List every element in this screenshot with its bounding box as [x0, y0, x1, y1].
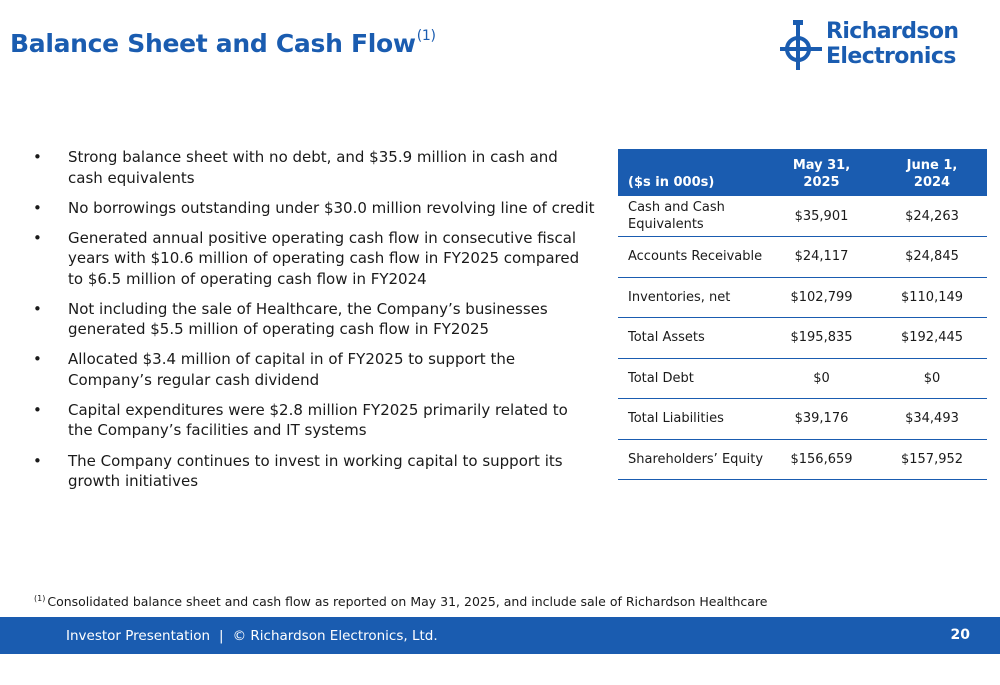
value-2025: $24,117 [766, 237, 877, 278]
logo-line-2: Electronics [826, 44, 956, 69]
logo-wordmark [826, 19, 959, 69]
bullet-item [30, 451, 595, 492]
bullet-item [30, 400, 595, 441]
bullet-text: No borrowings outstanding under $30.0 million revolving line of credit [68, 198, 595, 217]
row-label: Cash and Cash Equivalents [618, 196, 766, 237]
value-2024: $24,263 [877, 196, 987, 237]
bullet-dot-icon: • [33, 400, 42, 419]
footer-presentation-label: Investor Presentation [66, 628, 211, 644]
bullet-item [30, 198, 595, 219]
value-2024: $0 [877, 358, 987, 399]
bullet-item [30, 299, 595, 340]
bullet-dot-icon: • [33, 350, 42, 369]
value-2024: $192,445 [877, 318, 987, 359]
value-2025: $35,901 [766, 196, 877, 237]
table-header-2024 [877, 149, 987, 196]
bullet-dot-icon: • [33, 451, 42, 470]
bullet-text: Capital expenditures were $2.8 million FY2025 primarily related to the Company’s facilities and IT systems [68, 400, 568, 440]
page-number: 20 [950, 627, 970, 643]
value-2025: $0 [766, 358, 877, 399]
table-header-2025 [766, 149, 877, 196]
logo-line-1: Richardson [826, 19, 959, 44]
footnote-marker: (1) [34, 594, 46, 603]
value-2025: $102,799 [766, 277, 877, 318]
table-header-line: June 1, [906, 158, 958, 173]
footer-bar [0, 617, 1000, 654]
value-2025: $156,659 [766, 439, 877, 480]
table-row [618, 358, 987, 399]
footer-copyright: © Richardson Electronics, Ltd. [232, 628, 438, 644]
table-header-units: ($s in 000s) [618, 149, 766, 196]
richardson-crosshair-logo-icon [778, 20, 824, 72]
row-label: Total Liabilities [618, 399, 766, 440]
row-label: Accounts Receivable [618, 237, 766, 278]
bullet-text: Generated annual positive operating cash flow in consecutive fiscal years with $10.6 million of operating cash flow in FY2025 compared to $6.5 million of operating cash flow in FY2024 [68, 228, 580, 288]
table-row [618, 237, 987, 278]
title-footnote-marker: (1) [416, 28, 436, 44]
bullet-dot-icon: • [33, 148, 42, 166]
table-row [618, 196, 987, 237]
row-label: Inventories, net [618, 277, 766, 318]
bullet-item [30, 147, 595, 188]
table-row [618, 318, 987, 359]
page-title-text: Balance Sheet and Cash Flow [10, 29, 416, 58]
table-row [618, 277, 987, 318]
bullet-text: The Company continues to invest in working capital to support its growth initiatives [68, 451, 563, 491]
bullet-text: Strong balance sheet with no debt, and $35.9 million in cash and cash equivalents [68, 148, 558, 187]
bullet-dot-icon: • [33, 198, 42, 217]
value-2024: $110,149 [877, 277, 987, 318]
bullet-text: Allocated $3.4 million of capital in of FY2025 to support the Company’s regular cash dividend [68, 350, 516, 389]
footnote [34, 594, 768, 609]
value-2024: $24,845 [877, 237, 987, 278]
bullet-text: Not including the sale of Healthcare, the Company’s businesses generated $5.5 million of operating cash flow in FY2025 [68, 299, 548, 339]
table-header-line: 2025 [803, 175, 840, 190]
table-row [618, 439, 987, 480]
page-title [10, 28, 436, 58]
value-2025: $195,835 [766, 318, 877, 359]
bullet-list [30, 147, 595, 501]
table-header-line: 2024 [913, 175, 951, 190]
footer-separator: | [219, 628, 224, 644]
bullet-item [30, 349, 595, 390]
row-label: Total Assets [618, 318, 766, 359]
value-2025: $39,176 [766, 399, 877, 440]
row-label: Shareholders’ Equity [618, 439, 766, 480]
company-logo [778, 18, 990, 74]
footer-left [66, 628, 438, 644]
row-label: Total Debt [618, 358, 766, 399]
table-row [618, 399, 987, 440]
financial-table [618, 149, 987, 480]
value-2024: $157,952 [877, 439, 987, 480]
bullet-item [30, 228, 595, 290]
value-2024: $34,493 [877, 399, 987, 440]
footnote-text: Consolidated balance sheet and cash flow as reported on May 31, 2025, and include sale of Richardson Healthcare [47, 594, 768, 609]
bullet-dot-icon: • [33, 299, 42, 318]
table-header-row [618, 149, 987, 196]
table-header-line: May 31, [792, 158, 851, 173]
bullet-dot-icon: • [33, 228, 42, 247]
